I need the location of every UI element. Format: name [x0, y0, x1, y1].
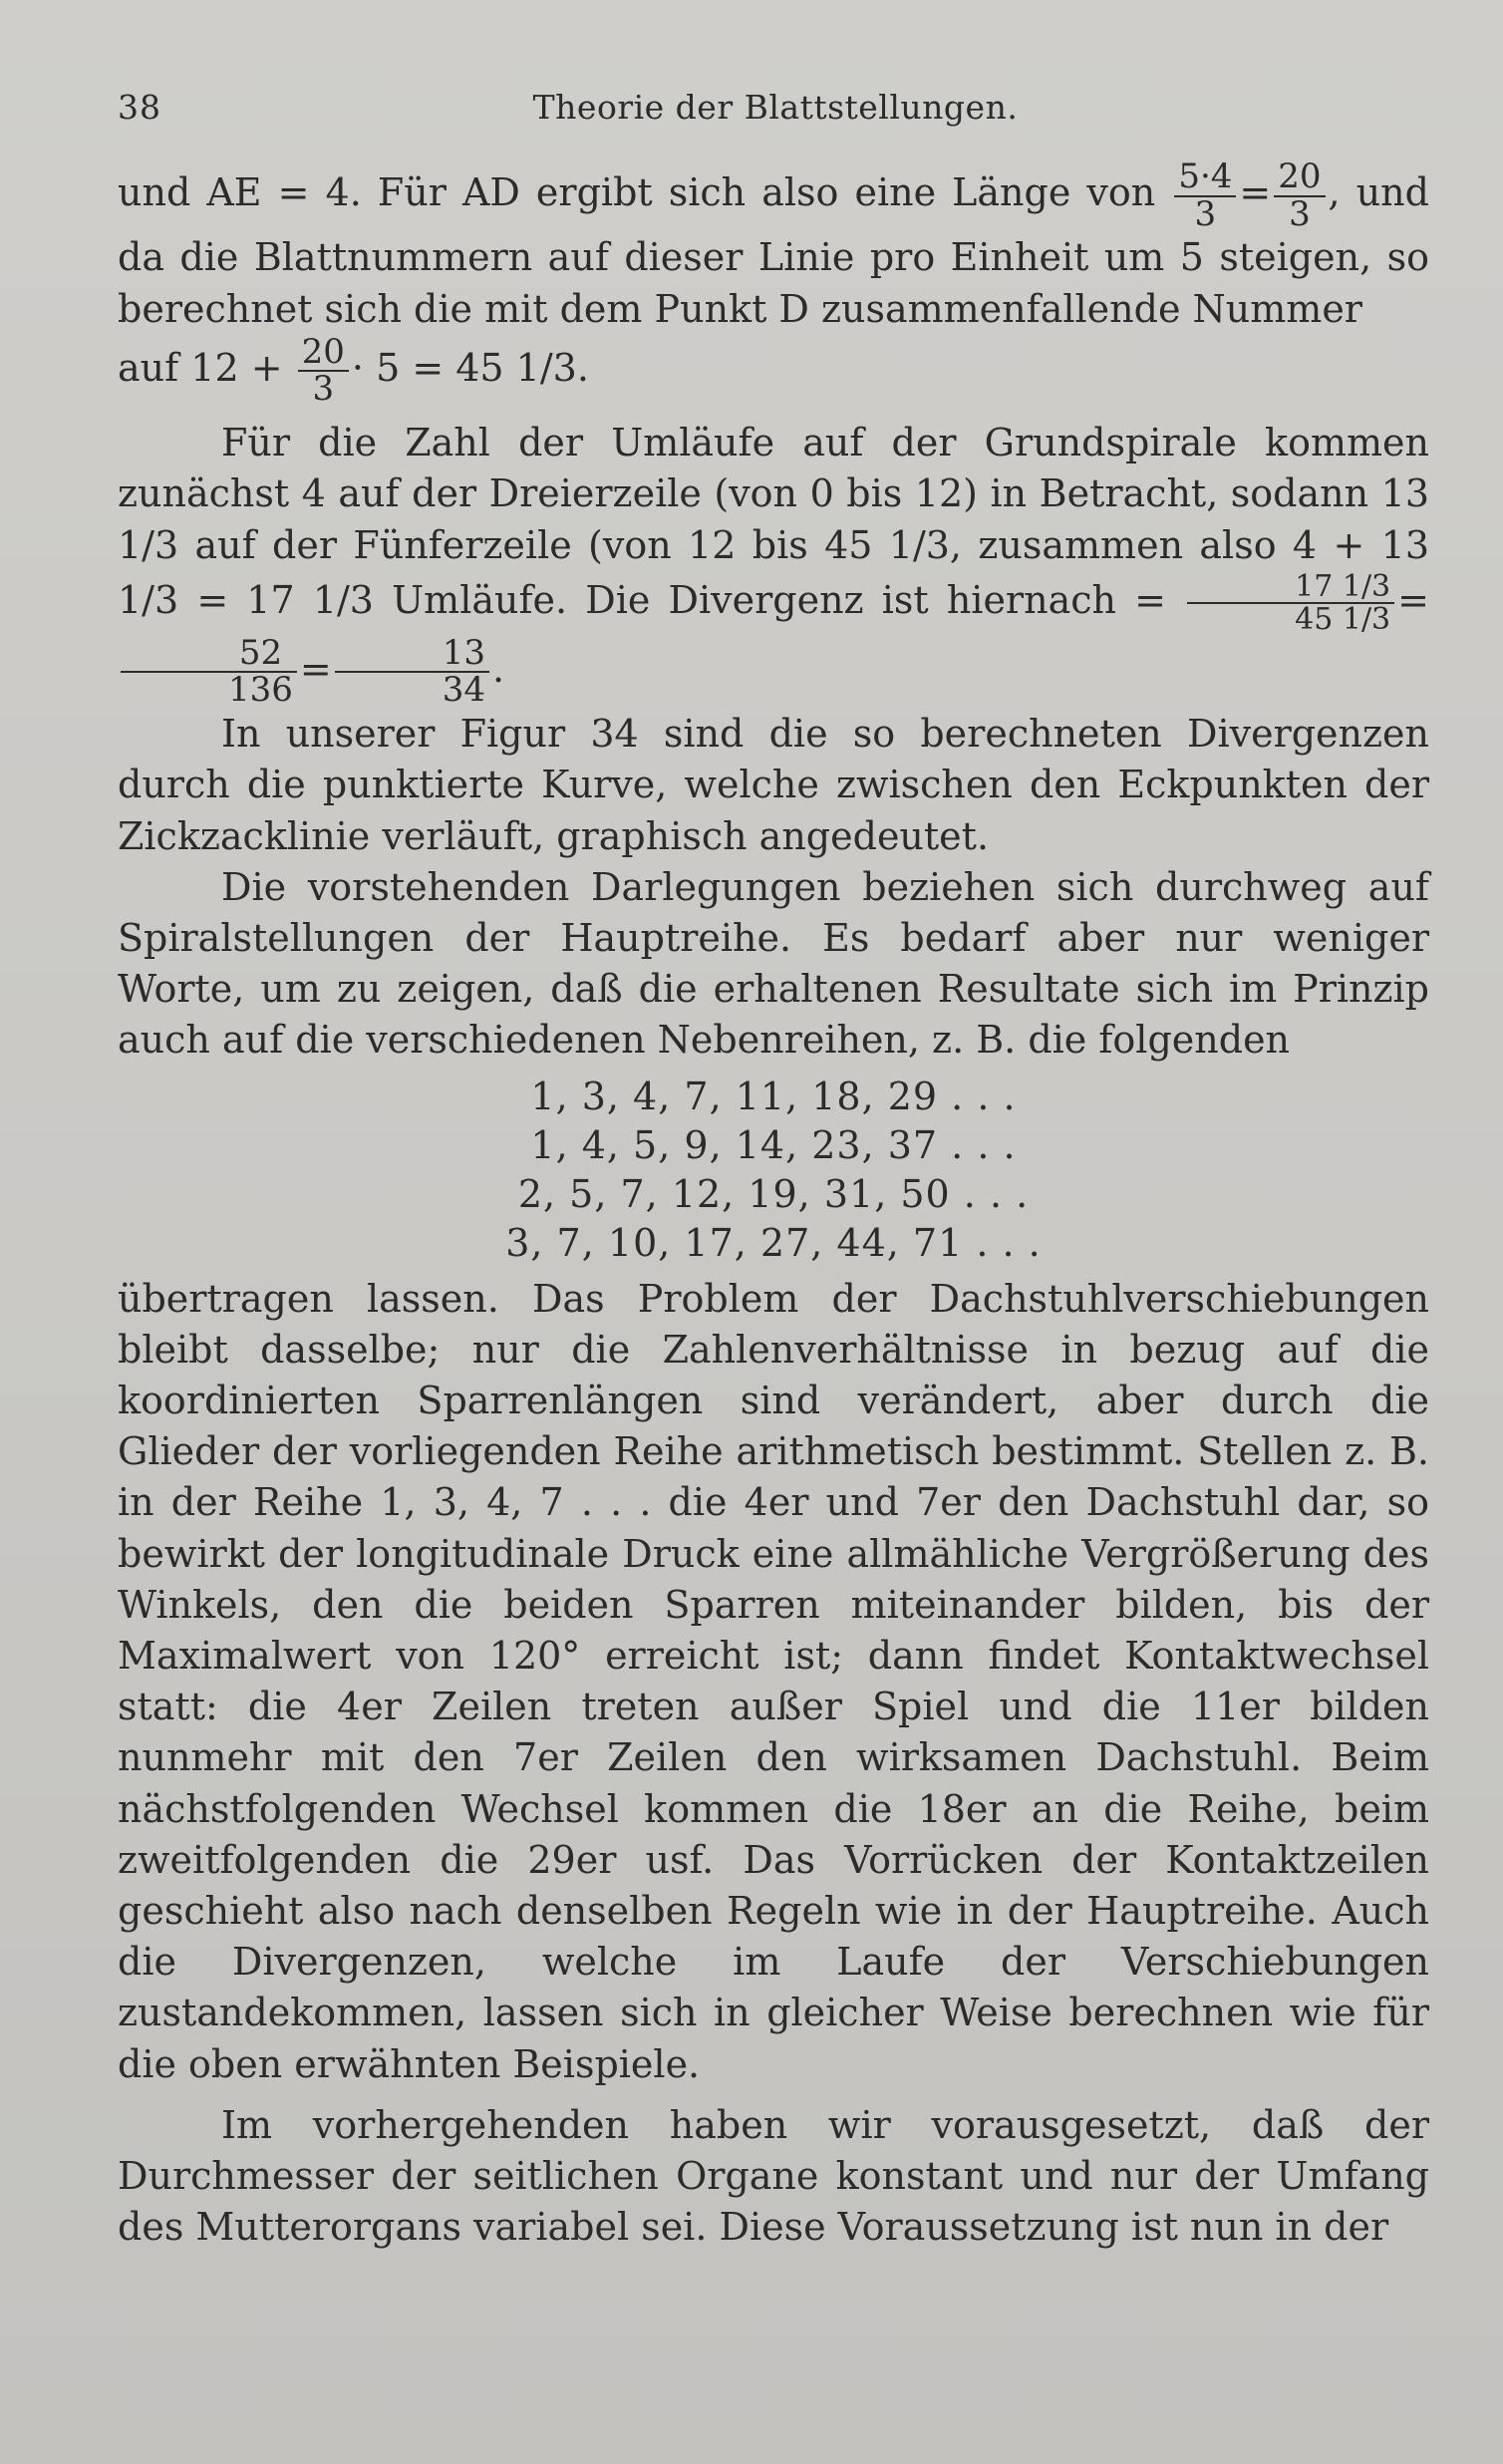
running-title: Theorie der Blattstellungen.: [532, 88, 1019, 127]
fraction-20-over-3-b: $\frac{20}{3}$: [298, 335, 349, 408]
fraction-divergence-1: $\frac{17 1/3}{45 1/3}$: [1187, 571, 1394, 636]
series-row: 1, 4, 5, 9, 14, 23, 37 . . .: [530, 1122, 1017, 1167]
body-text: [118, 156, 1429, 2253]
fraction-20-over-3: $\frac{20}{3}$: [1274, 159, 1325, 232]
paragraph-4: Die vorstehenden Darlegungen beziehen sich durchweg auf Spiralstellungen der Hauptreihe. Es bedarf aber nur weniger Worte, um zu zeigen, daß die erhaltenen Resultate sich im Prinzip auch auf die verschiedenen Nebenreihen, z. B. die folgenden: [118, 864, 1429, 1063]
paragraph-1: und AE = 4. Für AD ergibt sich also eine Länge von $\frac{5\cdot 4}{3}$ = $\frac{20}{3}$ , und da die Blattnummern auf dieser Linie pro Einheit um 5 steigen, so berechnet sich die mit dem Punkt D zusammenfallende Nummer auf 12 + $\frac{20}{3}$ · 5 = 45 1/3.: [118, 156, 1429, 410]
fraction-divergence-2: $\frac{52}{136}$: [121, 636, 297, 709]
p1-line1: und AE = 4. Für AD ergibt sich also eine Länge von: [118, 170, 1156, 215]
p1-calculation: auf 12 + $\frac{20}{3}$ · 5 = 45 1/3.: [118, 331, 589, 410]
p1-rest: und da die Blattnummern auf dieser Linie pro Einheit um 5 steigen, so berechnet sich die mit dem Punkt D zusammenfallende Nummer: [118, 170, 1429, 331]
paragraph-2: Für die Zahl der Umläufe auf der Grundspirale kommen zunächst 4 auf der Dreierzeile (von 0 bis 12) in Betracht, sodann 13 1/3 auf der Fünferzeile (von 12 bis 45 1/3, zusammen also 4 + 13 1/3 = 17 1/3 Umläufe. Die Divergenz ist hiernach = $\frac{17 1/3}{45 1/3}$ = $\frac{52}{136}$ = $\frac{13}{34}$ .: [118, 421, 1429, 711]
series-row: 1, 3, 4, 7, 11, 18, 29 . . .: [530, 1074, 1017, 1118]
fraction-divergence-3: $\frac{13}{34}$: [335, 636, 489, 709]
paragraph-3: In unserer Figur 34 sind die so berechneten Divergenzen durch die punktierte Kurve, welche zwischen den Eckpunkten der Zickzacklinie verläuft, graphisch angedeutet.: [118, 712, 1429, 858]
page-header: [118, 88, 1433, 132]
page-number: 38: [118, 88, 161, 127]
number-series: [118, 1073, 1429, 1268]
paragraph-5: übertragen lassen. Das Problem der Dachstuhlverschiebungen bleibt dasselbe; nur die Zahlenverhältnisse in bezug auf die koordinierten Sparrenlängen sind verändert, aber durch die Glieder der vorliegenden Reihe arithmetisch bestimmt. Stellen z. B. in der Reihe 1, 3, 4, 7 . . . die 4er und 7er den Dachstuhl dar, so bewirkt der longitudinale Druck eine allmähliche Vergrößerung des Winkels, den die beiden Sparren miteinander bilden, bis der Maximalwert von 120° erreicht ist; dann findet Kontaktwechsel statt: die 4er Zeilen treten außer Spiel und die 11er bilden nunmehr mit den 7er Zeilen den wirksamen Dachstuhl. Beim nächstfolgenden Wechsel kommen die 18er an die Reihe, beim zweitfolgenden die 29er usf. Das Vorrücken der Kontaktzeilen geschieht also nach denselben Regeln wie in der Hauptreihe. Auch die Divergenzen, welche im Laufe der Verschiebungen zustandekommen, lassen sich in gleicher Weise berechnen wie für die oben erwähnten Beispiele.: [118, 1276, 1429, 2086]
fraction-5x4-over-3: $\frac{5\cdot 4}{3}$: [1174, 159, 1236, 232]
series-row: 2, 5, 7, 12, 19, 31, 50 . . .: [517, 1171, 1030, 1216]
paragraph-6: Im vorhergehenden haben wir vorausgesetzt, daß der Durchmesser der seitlichen Organe konstant und nur der Umfang des Mutterorgans variabel sei. Diese Voraussetzung ist nun in der: [118, 2102, 1429, 2250]
series-row: 3, 7, 10, 17, 27, 44, 71 . . .: [505, 1220, 1042, 1265]
